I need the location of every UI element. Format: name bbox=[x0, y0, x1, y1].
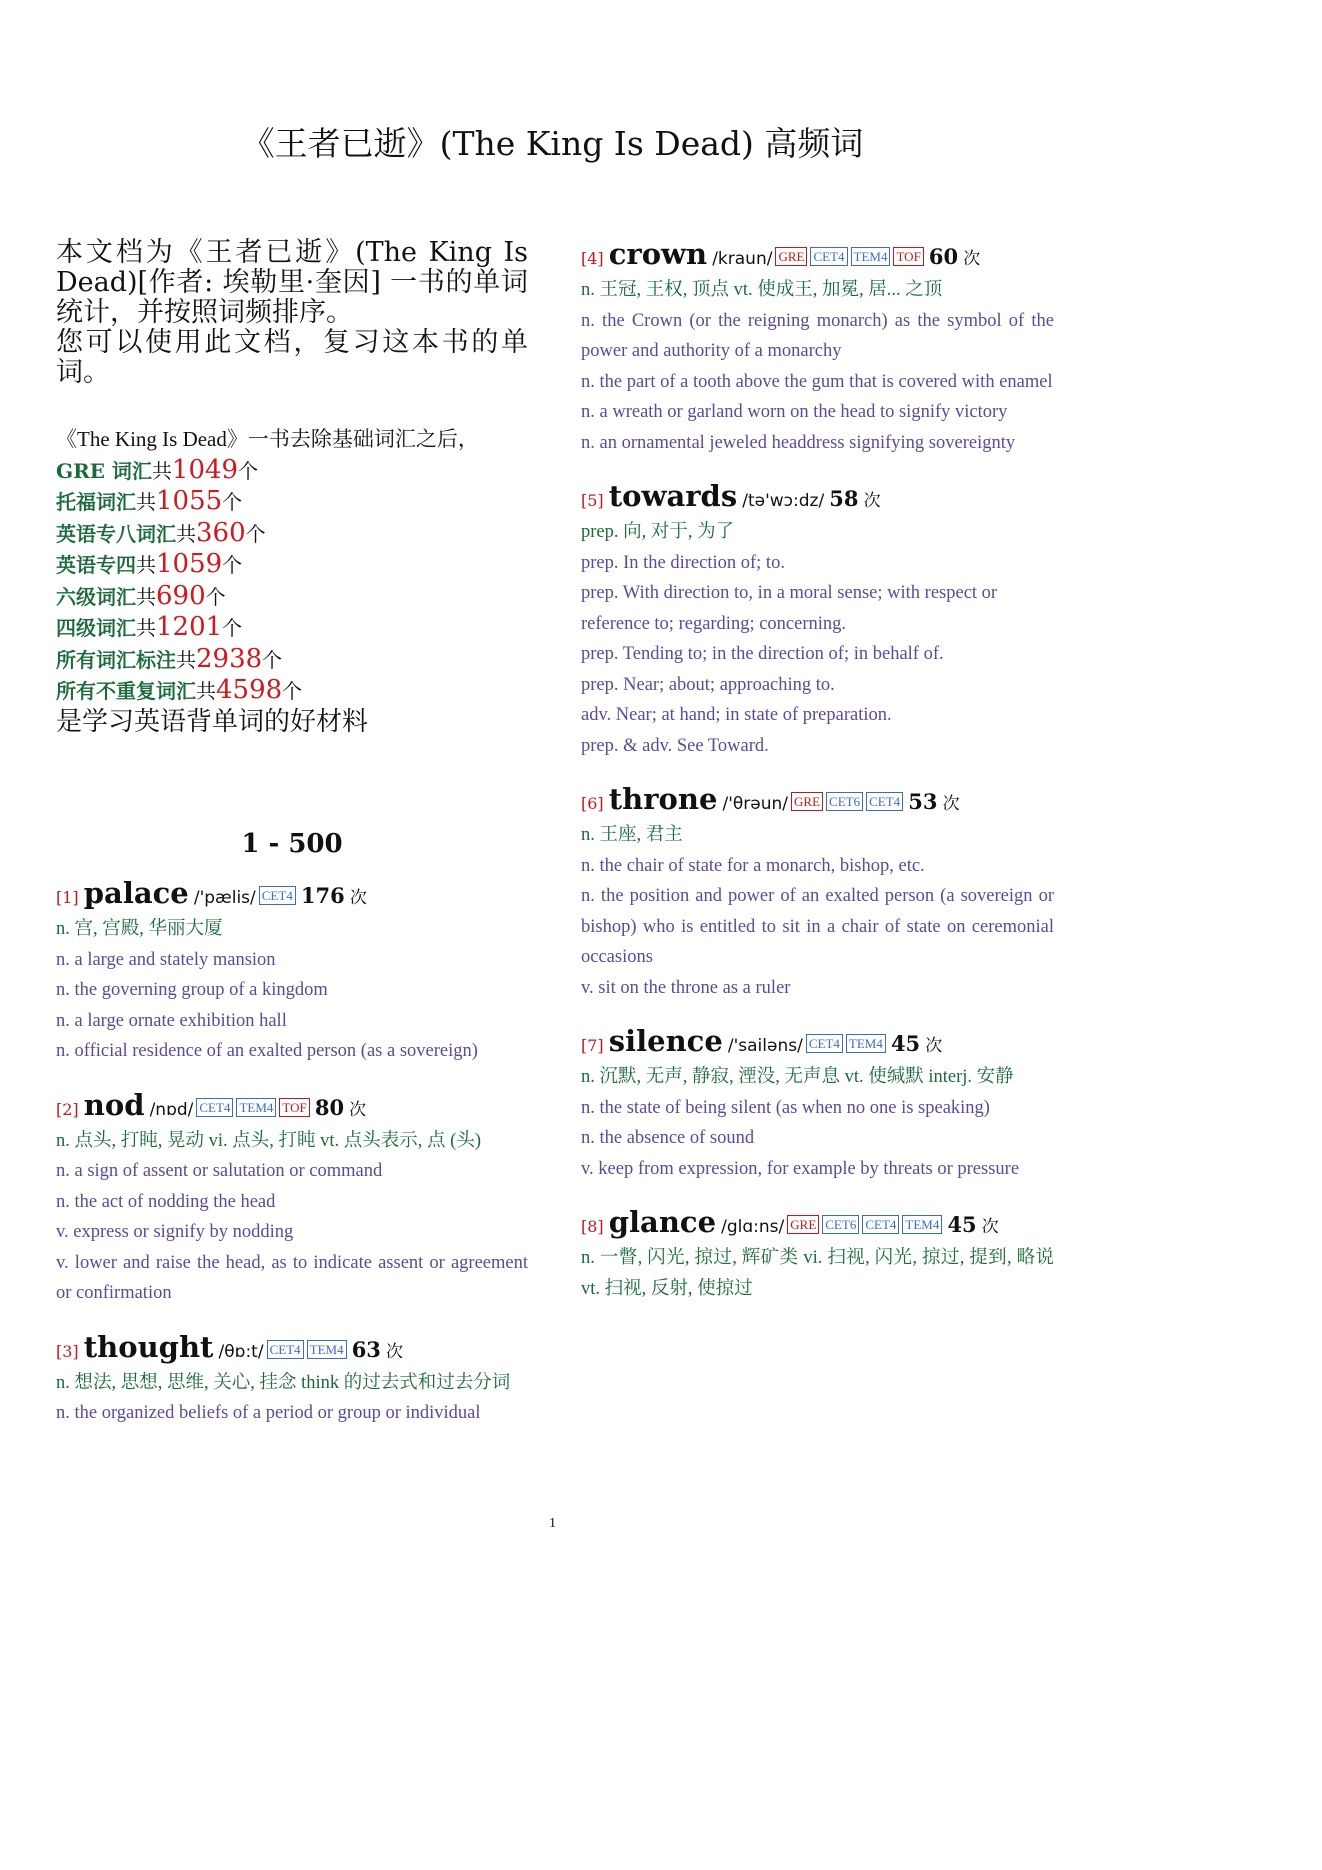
stats-list bbox=[56, 455, 528, 707]
exam-tag-badge: CET4 bbox=[196, 1098, 233, 1117]
stats-unit: 个 bbox=[222, 490, 243, 514]
stats-item bbox=[56, 486, 528, 518]
entry-frequency-unit: 次 bbox=[925, 1036, 943, 1056]
exam-tag-badge: TEM4 bbox=[851, 247, 891, 266]
exam-tag-badge: TOF bbox=[279, 1098, 309, 1117]
word-entry bbox=[581, 480, 1054, 761]
entry-chinese-definition: prep. 向, 对于, 为了 bbox=[581, 522, 735, 542]
entry-number: [6] bbox=[581, 794, 604, 813]
entry-english-definition: n. a wreath or garland worn on the head to signify victory bbox=[581, 402, 1008, 422]
entry-phonetic: /nɒd/ bbox=[149, 1099, 194, 1120]
entry-frequency: 80 bbox=[314, 1094, 345, 1120]
entry-number: [4] bbox=[581, 249, 604, 268]
entry-word: throne bbox=[608, 782, 718, 816]
stats-value: 2938 bbox=[196, 643, 263, 674]
entry-frequency-unit: 次 bbox=[386, 1341, 404, 1362]
entry-head bbox=[581, 238, 1054, 275]
entry-phonetic: /kraun/ bbox=[712, 249, 773, 269]
entry-head bbox=[581, 1025, 1054, 1062]
entry-frequency-unit: 次 bbox=[981, 1217, 999, 1237]
entry-english-definition: n. the chair of state for a monarch, bishop, etc. bbox=[581, 855, 925, 876]
entry-head bbox=[56, 1089, 528, 1126]
word-entry bbox=[56, 1089, 528, 1309]
entry-english-definition: n. the part of a tooth above the gum that is covered with enamel bbox=[581, 371, 1053, 392]
entry-english-definition: n. an ornamental jeweled headdress signifying sovereignty bbox=[581, 432, 1016, 453]
entry-english-definition: n. the state of being silent (as when no one is speaking) bbox=[581, 1097, 990, 1118]
exam-tag-badge: TEM4 bbox=[307, 1340, 347, 1359]
stats-mid: 共 bbox=[196, 679, 216, 703]
word-entry bbox=[56, 1331, 528, 1429]
entry-frequency: 60 bbox=[928, 244, 959, 269]
stats-unit: 个 bbox=[245, 521, 266, 546]
exam-tag-badge: GRE bbox=[791, 792, 823, 811]
stats-label: 四级词汇 bbox=[56, 616, 136, 640]
entry-frequency: 45 bbox=[947, 1212, 977, 1237]
exam-tag-badge: TOF bbox=[893, 247, 923, 266]
stats-value: 690 bbox=[156, 580, 206, 611]
stats-mid: 共 bbox=[176, 521, 196, 546]
page-number: 1 bbox=[549, 1516, 556, 1531]
entry-frequency-unit: 次 bbox=[863, 491, 881, 511]
entry-word: towards bbox=[608, 479, 738, 513]
entry-english-definition: v. sit on the throne as a ruler bbox=[581, 977, 791, 998]
entry-head bbox=[581, 480, 1054, 517]
entry-english-definition: n. the organized beliefs of a period or group or individual bbox=[56, 1403, 481, 1423]
stats-value: 1055 bbox=[156, 486, 223, 516]
stats-label: 托福词汇 bbox=[56, 490, 136, 514]
exam-tag-badge: CET6 bbox=[822, 1215, 859, 1234]
stats-mid: 共 bbox=[136, 553, 156, 577]
entry-english-definition: reference to; regarding; concerning. bbox=[581, 613, 847, 634]
entry-word: crown bbox=[608, 237, 708, 271]
stats-unit: 个 bbox=[282, 679, 303, 703]
entry-english-definition: n. a sign of assent or salutation or command bbox=[56, 1161, 383, 1181]
stats-item bbox=[56, 612, 528, 644]
entry-english-definition: v. keep from expression, for example by threats or pressure bbox=[581, 1158, 1020, 1179]
exam-tag-badge: TEM4 bbox=[902, 1215, 942, 1234]
entry-frequency-unit: 次 bbox=[963, 249, 981, 269]
entry-english-definition: prep. & adv. See Toward. bbox=[581, 735, 769, 756]
stats-unit: 个 bbox=[222, 616, 243, 640]
entry-english-definition: prep. Tending to; in the direction of; in behalf of. bbox=[581, 644, 944, 664]
entry-english-definition: n. the governing group of a kingdom bbox=[56, 980, 328, 1000]
entry-number: [1] bbox=[56, 888, 79, 907]
entry-phonetic: /'sailəns/ bbox=[727, 1036, 803, 1056]
word-entry bbox=[581, 783, 1054, 1003]
stats-label: 英语专四 bbox=[56, 553, 136, 577]
entry-english-definition: v. express or signify by nodding bbox=[56, 1222, 294, 1242]
entry-number: [5] bbox=[581, 491, 604, 510]
page-title: 《王者已逝》(The King Is Dead) 高频词 bbox=[241, 124, 864, 163]
entry-phonetic: /glɑ:ns/ bbox=[721, 1217, 785, 1237]
stats-mid: 共 bbox=[136, 616, 156, 640]
entry-word: silence bbox=[608, 1024, 723, 1058]
exam-tag-badge: CET4 bbox=[259, 886, 296, 905]
stats-value: 360 bbox=[196, 517, 246, 548]
entry-word: glance bbox=[608, 1205, 717, 1239]
stats-value: 1201 bbox=[156, 612, 223, 642]
entry-english-definition: n. the position and power of an exalted person (a sovereign or bishop) who is entitled to sit in a chair of state on ceremonial occasions bbox=[581, 886, 1054, 967]
stats-item bbox=[56, 675, 528, 707]
entry-number: [3] bbox=[56, 1341, 79, 1361]
entry-frequency-unit: 次 bbox=[349, 888, 367, 908]
entry-chinese-definition: n. 宫, 宫殿, 华丽大厦 bbox=[56, 919, 223, 939]
entry-word: palace bbox=[83, 876, 189, 910]
intro-line-2: 您可以使用此文档，复习这本书的单词。 bbox=[56, 327, 528, 388]
exam-tag-badge: GRE bbox=[787, 1215, 819, 1234]
stats-lead: 《The King Is Dead》一书去除基础词汇之后， bbox=[56, 427, 479, 451]
exam-tag-badge: GRE bbox=[775, 247, 807, 266]
exam-tag-badge: CET4 bbox=[862, 1215, 899, 1234]
entry-english-definition: n. official residence of an exalted person (as a sovereign) bbox=[56, 1041, 478, 1061]
entry-head bbox=[581, 783, 1054, 820]
entry-english-definition: n. the absence of sound bbox=[581, 1128, 755, 1148]
stats-value: 1059 bbox=[156, 549, 223, 579]
entry-chinese-definition: n. 王冠, 王权, 顶点 vt. 使成王, 加冕, 居... 之顶 bbox=[581, 280, 943, 300]
entry-word: thought bbox=[83, 1329, 214, 1364]
exam-tag-badge: CET4 bbox=[866, 792, 903, 811]
entry-frequency-unit: 次 bbox=[942, 794, 960, 814]
stats-label: GRE 词汇 bbox=[56, 458, 152, 483]
stats-label: 所有词汇标注 bbox=[56, 647, 176, 672]
entry-frequency: 53 bbox=[908, 789, 938, 814]
entry-frequency-unit: 次 bbox=[349, 1099, 367, 1120]
stats-item bbox=[56, 518, 528, 550]
entry-head bbox=[581, 1206, 1054, 1243]
stats-item bbox=[56, 549, 528, 581]
entry-english-definition: n. the Crown (or the reigning monarch) as the symbol of the power and authority of a monarchy bbox=[581, 310, 1054, 361]
entry-english-definition: n. the act of nodding the head bbox=[56, 1191, 276, 1212]
entry-chinese-definition: n. 一瞥, 闪光, 掠过, 辉矿类 vi. 扫视, 闪光, 掠过, 提到, 略说 vt. 扫视, 反射, 使掠过 bbox=[581, 1248, 1054, 1299]
stats-mid: 共 bbox=[176, 647, 196, 672]
word-entry bbox=[581, 238, 1054, 458]
entry-english-definition: prep. With direction to, in a moral sense; with respect or bbox=[581, 583, 998, 603]
stats-value: 1049 bbox=[171, 454, 239, 485]
intro-line-1: 本文档为《王者已逝》(The King Is Dead)[作者: 埃勒里·奎因] 一书的单词统计，并按照词频排序。 bbox=[56, 237, 528, 328]
stats-label: 六级词汇 bbox=[56, 584, 136, 609]
entries-right bbox=[581, 238, 1054, 1304]
stats-mid: 共 bbox=[136, 584, 156, 609]
entry-frequency: 58 bbox=[829, 486, 859, 511]
entries-left bbox=[56, 877, 528, 1429]
entry-phonetic: /θɒ:t/ bbox=[218, 1341, 264, 1362]
entry-english-definition: prep. In the direction of; to. bbox=[581, 552, 785, 573]
exam-tag-badge: CET4 bbox=[810, 247, 847, 266]
entry-frequency: 176 bbox=[300, 883, 345, 908]
stats bbox=[56, 424, 528, 737]
exam-tag-badge: TEM4 bbox=[846, 1034, 886, 1053]
entry-english-definition: n. a large and stately mansion bbox=[56, 949, 276, 970]
stats-value: 4598 bbox=[216, 675, 283, 705]
entry-chinese-definition: n. 王座, 君主 bbox=[581, 825, 683, 845]
entry-frequency: 45 bbox=[890, 1031, 921, 1056]
entry-head bbox=[56, 1331, 528, 1368]
left-column bbox=[56, 238, 528, 1451]
entry-phonetic: /'pælis/ bbox=[193, 888, 256, 908]
stats-label: 英语专八词汇 bbox=[56, 521, 176, 546]
exam-tag-badge: TEM4 bbox=[236, 1098, 276, 1117]
stats-closing: 是学习英语背单词的好材料 bbox=[56, 706, 369, 737]
right-column bbox=[581, 238, 1054, 1326]
exam-tag-badge: CET6 bbox=[826, 792, 863, 811]
entry-chinese-definition: n. 沉默, 无声, 静寂, 湮没, 无声息 vt. 使缄默 interj. 安静 bbox=[581, 1067, 1014, 1087]
entry-number: [8] bbox=[581, 1217, 604, 1236]
stats-label: 所有不重复词汇 bbox=[56, 679, 196, 703]
entry-english-definition: adv. Near; at hand; in state of preparation. bbox=[581, 705, 892, 725]
word-entry bbox=[56, 877, 528, 1067]
entry-head bbox=[56, 877, 528, 914]
entry-number: [2] bbox=[56, 1099, 79, 1119]
section-heading: 1 - 500 bbox=[241, 829, 343, 859]
stats-unit: 个 bbox=[238, 458, 259, 483]
stats-unit: 个 bbox=[205, 584, 226, 609]
entry-chinese-definition: n. 点头, 打盹, 晃动 vi. 点头, 打盹 vt. 点头表示, 点 (头) bbox=[56, 1130, 481, 1151]
intro bbox=[56, 238, 528, 388]
exam-tag-badge: CET4 bbox=[806, 1034, 843, 1053]
stats-mid: 共 bbox=[136, 490, 156, 514]
stats-item bbox=[56, 581, 528, 613]
entry-number: [7] bbox=[581, 1036, 604, 1055]
entry-phonetic: /'θrəun/ bbox=[722, 794, 789, 814]
entry-english-definition: v. lower and raise the head, as to indicate assent or agreement or confirmation bbox=[56, 1252, 528, 1303]
word-entry bbox=[581, 1206, 1054, 1304]
stats-item bbox=[56, 644, 528, 676]
entry-word: nod bbox=[83, 1087, 145, 1122]
entry-phonetic: /tə'wɔ:dz/ bbox=[742, 491, 825, 511]
stats-item bbox=[56, 455, 528, 487]
word-entry bbox=[581, 1025, 1054, 1184]
entry-frequency: 63 bbox=[351, 1336, 381, 1362]
entry-chinese-definition: n. 想法, 思想, 思维, 关心, 挂念 think 的过去式和过去分词 bbox=[56, 1372, 511, 1393]
stats-unit: 个 bbox=[222, 553, 243, 577]
stats-mid: 共 bbox=[151, 458, 172, 483]
entry-english-definition: n. a large ornate exhibition hall bbox=[56, 1010, 287, 1031]
entry-english-definition: prep. Near; about; approaching to. bbox=[581, 674, 835, 695]
stats-unit: 个 bbox=[262, 647, 283, 672]
exam-tag-badge: CET4 bbox=[267, 1340, 304, 1359]
